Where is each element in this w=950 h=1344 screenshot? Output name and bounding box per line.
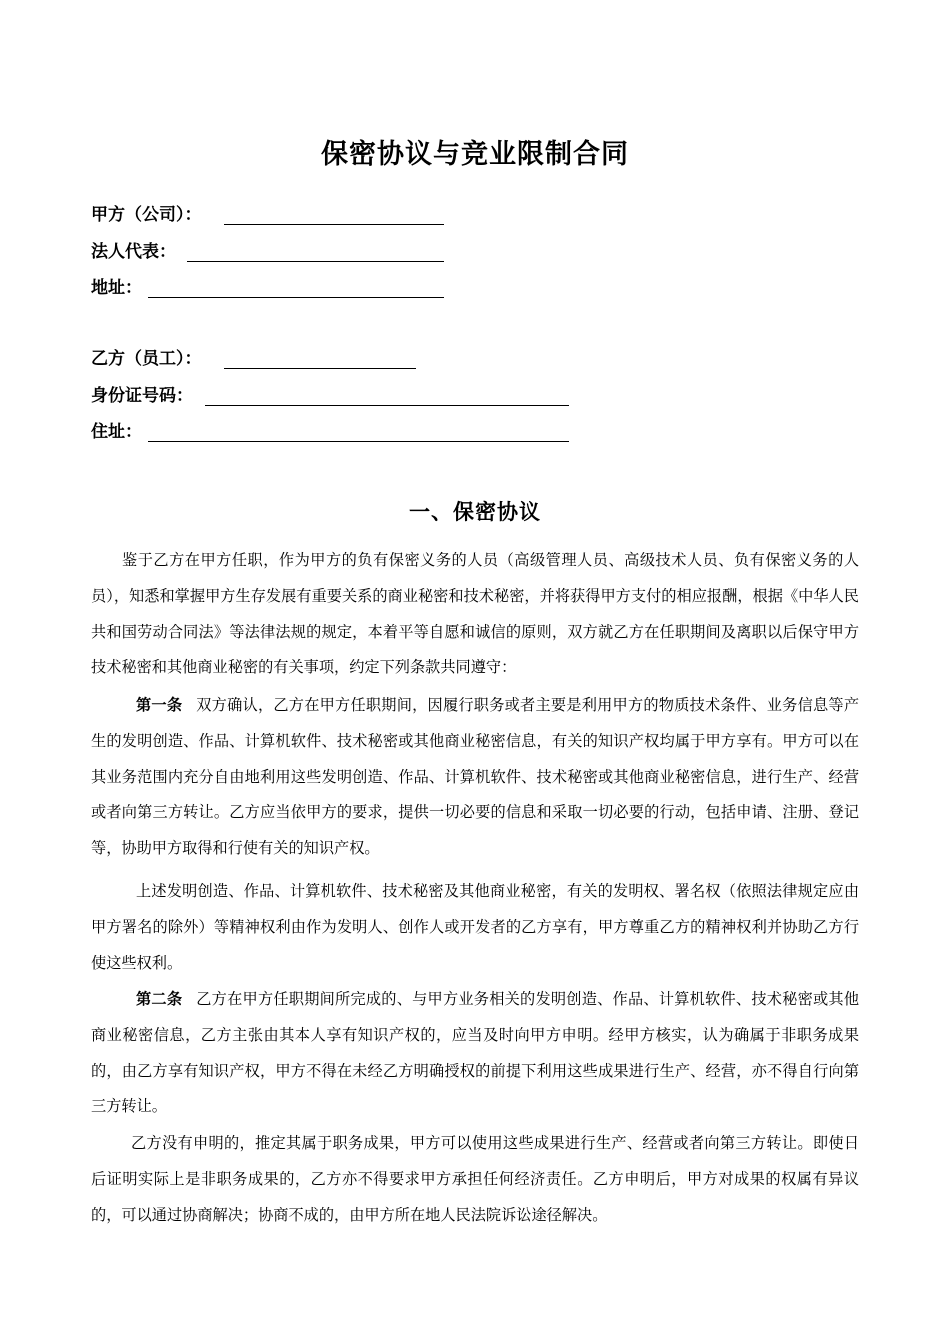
article-2-label: 第二条 (136, 990, 183, 1008)
article-1-paragraph (91, 688, 859, 867)
party-a-company-label: 甲方（公司）： (91, 205, 202, 225)
intro-paragraph: 鉴于乙方在甲方任职，作为甲方的负有保密义务的人员（高级管理人员、高级技术人员、负有保密义务的人员），知悉和掌握甲方生存发展有重要关系的商业秘密和技术秘密，并将获得甲方支付的相应报酬，根据《中华人民共和国劳动合同法》等法律法规的规定，本着平等自愿和诚信的原则，双方就乙方在任职期间及离职以后保守甲方技术秘密和其他商业秘密的有关事项，约定下列条款共同遵守： (91, 551, 859, 677)
party-a-company-field (91, 200, 202, 230)
party-b-id-blank[interactable] (205, 405, 569, 406)
party-a-rep-label: 法人代表： (91, 242, 176, 262)
party-a-address-blank[interactable] (148, 297, 444, 298)
article-1-label: 第一条 (136, 696, 183, 714)
party-b-address-blank[interactable] (148, 441, 569, 442)
party-b-id-label: 身份证号码： (91, 386, 193, 406)
party-b-id-field (91, 381, 193, 411)
party-b-address-label: 住址： (91, 422, 142, 442)
document-title: 保密协议与竞业限制合同 (321, 139, 629, 170)
party-b-address-field (91, 417, 142, 447)
section-heading: 一、保密协议 (409, 500, 541, 524)
article-1-paragraph-2: 上述发明创造、作品、计算机软件、技术秘密及其他商业秘密，有关的发明权、署名权（依照法律规定应由甲方署名的除外）等精神权利由作为发明人、创作人或开发者的乙方享有，甲方尊重乙方的精神权利并协助乙方行使这些权利。 (91, 882, 859, 972)
party-b-employee-label: 乙方（员工）： (91, 349, 202, 369)
article-2-text: 乙方在甲方任职期间所完成的、与甲方业务相关的发明创造、作品、计算机软件、技术秘密或其他商业秘密信息，乙方主张由其本人享有知识产权的，应当及时向甲方申明。经甲方核实，认为确属于非职务成果的，由乙方享有知识产权，甲方不得在未经乙方明确授权的前提下利用这些成果进行生产、经营，亦不得自行向第三方转让。 (91, 990, 860, 1116)
party-a-address-label: 地址： (91, 278, 142, 298)
party-a-company-blank[interactable] (224, 224, 444, 225)
party-b-employee-blank[interactable] (224, 368, 416, 369)
article-2-paragraph (91, 982, 859, 1125)
party-b-employee-field (91, 344, 202, 374)
party-a-address-field (91, 273, 142, 303)
article-1-text: 双方确认，乙方在甲方任职期间，因履行职务或者主要是利用甲方的物质技术条件、业务信息等产生的发明创造、作品、计算机软件、技术秘密或其他商业秘密信息，有关的知识产权均属于甲方享有。甲方可以在其业务范围内充分自由地利用这些发明创造、作品、计算机软件、技术秘密或其他商业秘密信息，进行生产、经营或者向第三方转让。乙方应当依甲方的要求，提供一切必要的信息和采取一切必要的行动，包括申请、注册、登记等，协助甲方取得和行使有关的知识产权。 (91, 696, 860, 858)
article-2-paragraph-2: 乙方没有申明的，推定其属于职务成果，甲方可以使用这些成果进行生产、经营或者向第三方转让。即使日后证明实际上是非职务成果的，乙方亦不得要求甲方承担任何经济责任。乙方申明后，甲方对成果的权属有异议的，可以通过协商解决；协商不成的，由甲方所在地人民法院诉讼途径解决。 (91, 1134, 859, 1224)
party-a-rep-blank[interactable] (187, 261, 444, 262)
party-a-rep-field (91, 237, 176, 267)
